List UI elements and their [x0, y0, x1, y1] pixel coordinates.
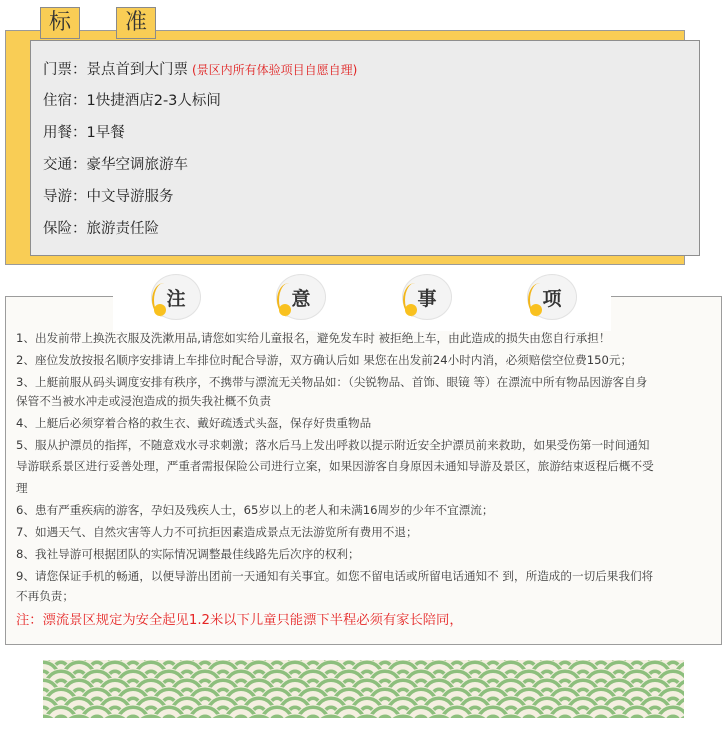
item-note: (景区内所有体验项目自愿自理)	[192, 63, 358, 77]
item-label: 交通	[43, 157, 72, 173]
note-line-7: 7、如遇天气、自然灾害等人力不可抗拒因素造成景点无法游览所有费用不退；	[16, 525, 418, 539]
note-line-8: 8、我社导游可根据团队的实际情况调整最佳线路先后次序的权利；	[16, 547, 360, 561]
notes-title-badge-1: 注	[151, 274, 201, 320]
item-label: 保险	[43, 221, 72, 237]
item-value: 旅游责任险	[86, 221, 159, 237]
notes-title-badge-2: 意	[276, 274, 326, 320]
standard-title-char-1: 标	[40, 7, 80, 39]
item-value: 1早餐	[86, 125, 125, 141]
note-line-1: 1、出发前带上换洗衣服及洗漱用品,请您如实给儿童报名，避免发车时 被拒绝上车，由此造成的损失由您自行承担！	[16, 331, 611, 345]
item-value: 豪华空调旅游车	[86, 157, 188, 173]
note-line-4: 4、上艇后必须穿着合格的救生衣、戴好疏透式头盔，保存好贵重物品	[16, 416, 372, 430]
note-line-3-cont: 保管不当被水冲走或浸泡造成的损失我社概不负责	[16, 394, 272, 408]
note-line-9: 9、请您保证手机的畅通，以便导游出团前一天通知有关事宜。如您不留电话或所留电话通知不 到，所造成的一切后果我们将	[16, 569, 654, 583]
safety-warning: 注：漂流景区规定为安全起见1.2米以下儿童只能漂下半程必须有家长陪同，	[16, 613, 463, 628]
note-line-5: 5、服从护漂员的指挥，不随意戏水寻求刺激；落水后马上发出呼救以提示附近安全护漂员前来救助，如果受伤第一时间通知	[16, 438, 650, 452]
notes-title-badge-3: 事	[402, 274, 452, 320]
note-line-6: 6、患有严重疾病的游客，孕妇及残疾人士，65岁以上的老人和未满16周岁的少年不宜漂流；	[16, 503, 494, 517]
item-value: 中文导游服务	[86, 189, 174, 205]
note-line-3: 3、上艇前服从码头调度安排有秩序，不携带与漂流无关物品如：（尖锐物品、首饰、眼镜 等）在漂流中所有物品因游客自身	[16, 375, 648, 389]
item-value: 1快捷酒店2-3人标间	[86, 93, 221, 109]
note-line-2: 2、座位发放按报名顺序安排请上车排位时配合导游，双方确认后如 果您在出发前24小时内消，必须赔偿空位费150元；	[16, 353, 633, 367]
item-label: 门票	[43, 62, 72, 78]
item-label: 导游	[43, 189, 72, 205]
item-insurance: 保险：旅游责任险	[43, 221, 159, 237]
note-line-5-cont: 导游联系景区进行妥善处理，严重者需报保险公司进行立案，如果因游客自身原因未通知导游及景区，旅游结束返程后概不受	[16, 459, 654, 473]
note-line-5-end: 理	[16, 481, 28, 495]
standard-card	[30, 40, 700, 256]
item-label: 住宿	[43, 93, 72, 109]
standard-title-char-2: 准	[116, 7, 156, 39]
wave-pattern-graphic	[43, 660, 684, 718]
wave-pattern	[43, 660, 684, 718]
item-lodging: 住宿：1快捷酒店2-3人标间	[43, 93, 221, 109]
item-guide: 导游：中文导游服务	[43, 189, 174, 205]
note-line-9-cont: 不再负责；	[16, 589, 74, 603]
item-ticket: 门票：景点首到大门票 (景区内所有体验项目自愿自理)	[43, 62, 358, 78]
notes-title-badge-4: 项	[527, 274, 577, 320]
item-meals: 用餐：1早餐	[43, 125, 125, 141]
item-value: 景点首到大门票	[86, 62, 188, 78]
item-transport: 交通：豪华空调旅游车	[43, 157, 188, 173]
item-label: 用餐	[43, 125, 72, 141]
